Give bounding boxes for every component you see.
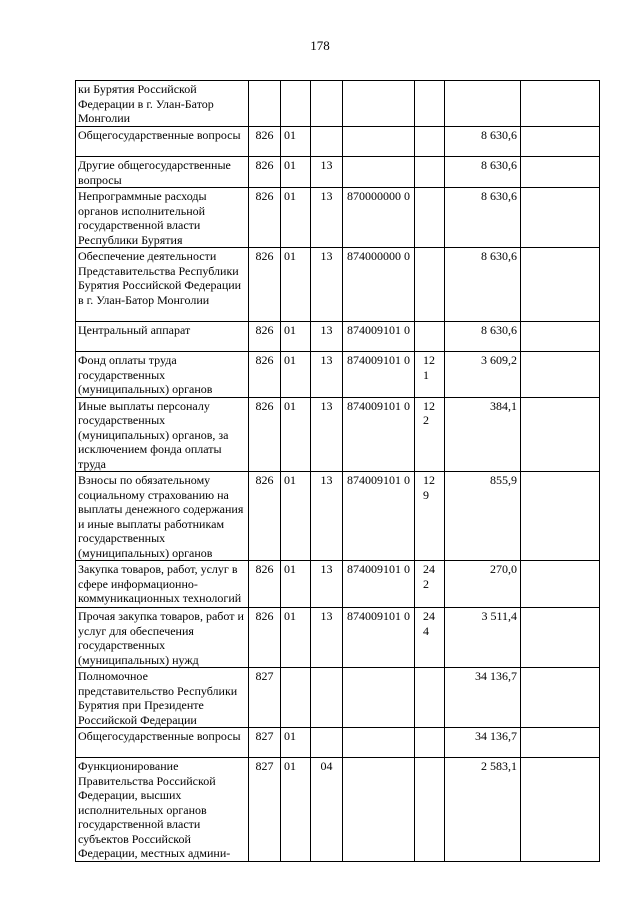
cell-vr: 12 1 <box>415 352 445 398</box>
table-row <box>76 352 600 398</box>
table-row <box>76 561 600 608</box>
cell-pr: 13 <box>311 472 343 561</box>
cell-csr <box>343 127 415 157</box>
cell-grbs: 826 <box>249 472 281 561</box>
cell-name: Непрограммные расходы органов исполнительной государственной власти Республики Бурятия <box>76 188 249 248</box>
cell-pr <box>311 127 343 157</box>
cell-pr: 13 <box>311 157 343 188</box>
cell-vr: 12 2 <box>415 397 445 472</box>
cell-csr: 874000000 0 <box>343 248 415 322</box>
table-row <box>76 127 600 157</box>
cell-rz: 01 <box>281 397 311 472</box>
cell-extra <box>521 561 600 608</box>
table-row <box>76 608 600 668</box>
table-row <box>76 248 600 322</box>
cell-csr: 874009101 0 <box>343 352 415 398</box>
cell-pr: 13 <box>311 561 343 608</box>
table-row <box>76 397 600 472</box>
cell-sum: 8 630,6 <box>445 322 521 352</box>
cell-sum: 8 630,6 <box>445 157 521 188</box>
cell-rz: 01 <box>281 322 311 352</box>
cell-sum: 34 136,7 <box>445 728 521 758</box>
cell-rz: 01 <box>281 188 311 248</box>
cell-sum: 8 630,6 <box>445 188 521 248</box>
cell-pr: 04 <box>311 758 343 862</box>
cell-pr: 13 <box>311 322 343 352</box>
cell-rz: 01 <box>281 127 311 157</box>
cell-pr <box>311 81 343 127</box>
cell-extra <box>521 127 600 157</box>
cell-rz: 01 <box>281 758 311 862</box>
cell-vr: 24 4 <box>415 608 445 668</box>
cell-grbs: 826 <box>249 352 281 398</box>
cell-grbs: 826 <box>249 127 281 157</box>
cell-extra <box>521 608 600 668</box>
table-row <box>76 472 600 561</box>
cell-grbs: 826 <box>249 248 281 322</box>
cell-csr <box>343 668 415 728</box>
cell-vr <box>415 248 445 322</box>
cell-grbs: 827 <box>249 758 281 862</box>
cell-sum: 3 609,2 <box>445 352 521 398</box>
cell-sum: 34 136,7 <box>445 668 521 728</box>
cell-name: Прочая закупка товаров, работ и услуг для обеспечения государственных (муниципальных) нужд <box>76 608 249 668</box>
cell-grbs <box>249 81 281 127</box>
cell-sum <box>445 81 521 127</box>
cell-extra <box>521 322 600 352</box>
cell-vr <box>415 157 445 188</box>
cell-vr <box>415 322 445 352</box>
cell-sum: 384,1 <box>445 397 521 472</box>
cell-rz: 01 <box>281 608 311 668</box>
cell-name: Обеспечение деятельности Представительства Республики Бурятия Российской Федерации в г. Улан-Батор Монголии <box>76 248 249 322</box>
table-row <box>76 668 600 728</box>
cell-name: Полномочное представительство Республики Бурятия при Президенте Российской Федерации <box>76 668 249 728</box>
cell-rz <box>281 668 311 728</box>
cell-grbs: 827 <box>249 728 281 758</box>
cell-sum: 8 630,6 <box>445 127 521 157</box>
page-number: 178 <box>310 38 330 53</box>
cell-extra <box>521 81 600 127</box>
cell-rz: 01 <box>281 248 311 322</box>
cell-grbs: 826 <box>249 561 281 608</box>
cell-sum: 3 511,4 <box>445 608 521 668</box>
table-row <box>76 81 600 127</box>
cell-rz: 01 <box>281 352 311 398</box>
cell-pr: 13 <box>311 188 343 248</box>
cell-name: Центральный аппарат <box>76 322 249 352</box>
cell-sum: 2 583,1 <box>445 758 521 862</box>
cell-csr: 870000000 0 <box>343 188 415 248</box>
cell-csr: 874009101 0 <box>343 608 415 668</box>
cell-csr: 874009101 0 <box>343 322 415 352</box>
cell-name: Закупка товаров, работ, услуг в сфере информационно-коммуникационных технологий <box>76 561 249 608</box>
cell-csr <box>343 157 415 188</box>
cell-name: ки Бурятия Российской Федерации в г. Улан-Батор Монголии <box>76 81 249 127</box>
cell-extra <box>521 157 600 188</box>
cell-csr: 874009101 0 <box>343 561 415 608</box>
cell-rz: 01 <box>281 472 311 561</box>
cell-extra <box>521 472 600 561</box>
cell-csr: 874009101 0 <box>343 397 415 472</box>
cell-grbs: 826 <box>249 188 281 248</box>
cell-vr: 24 2 <box>415 561 445 608</box>
cell-csr <box>343 81 415 127</box>
cell-vr: 12 9 <box>415 472 445 561</box>
cell-vr <box>415 81 445 127</box>
cell-vr <box>415 728 445 758</box>
cell-pr: 13 <box>311 608 343 668</box>
cell-sum: 8 630,6 <box>445 248 521 322</box>
cell-grbs: 826 <box>249 608 281 668</box>
cell-name: Общегосударственные вопросы <box>76 728 249 758</box>
cell-pr: 13 <box>311 397 343 472</box>
cell-extra <box>521 248 600 322</box>
cell-vr <box>415 758 445 862</box>
budget-table <box>75 80 600 862</box>
cell-sum: 270,0 <box>445 561 521 608</box>
cell-name: Иные выплаты персоналу государственных (муниципальных) органов, за исключением фонда оплаты труда <box>76 397 249 472</box>
cell-extra <box>521 758 600 862</box>
cell-extra <box>521 668 600 728</box>
cell-sum: 855,9 <box>445 472 521 561</box>
cell-rz: 01 <box>281 728 311 758</box>
cell-grbs: 827 <box>249 668 281 728</box>
cell-extra <box>521 728 600 758</box>
cell-name: Функционирование Правительства Российской Федерации, высших исполнительных органов государственной власти субъектов Российской Федерации, местных админи- <box>76 758 249 862</box>
cell-name: Другие общегосударственные вопросы <box>76 157 249 188</box>
cell-pr <box>311 728 343 758</box>
table-row <box>76 758 600 862</box>
cell-extra <box>521 188 600 248</box>
cell-rz <box>281 81 311 127</box>
cell-name: Общегосударственные вопросы <box>76 127 249 157</box>
table-row <box>76 322 600 352</box>
cell-vr <box>415 127 445 157</box>
cell-extra <box>521 352 600 398</box>
cell-rz: 01 <box>281 157 311 188</box>
table-row <box>76 188 600 248</box>
cell-pr <box>311 668 343 728</box>
cell-grbs: 826 <box>249 157 281 188</box>
table-row <box>76 157 600 188</box>
cell-rz: 01 <box>281 561 311 608</box>
cell-csr <box>343 728 415 758</box>
cell-pr: 13 <box>311 352 343 398</box>
cell-name: Взносы по обязательному социальному страхованию на выплаты денежного содержания и иные выплаты работникам государственных (муниципальных) органов <box>76 472 249 561</box>
cell-csr <box>343 758 415 862</box>
cell-grbs: 826 <box>249 322 281 352</box>
cell-vr <box>415 668 445 728</box>
cell-grbs: 826 <box>249 397 281 472</box>
cell-csr: 874009101 0 <box>343 472 415 561</box>
cell-extra <box>521 397 600 472</box>
cell-name: Фонд оплаты труда государственных (муниципальных) органов <box>76 352 249 398</box>
cell-pr: 13 <box>311 248 343 322</box>
cell-vr <box>415 188 445 248</box>
table-row <box>76 728 600 758</box>
